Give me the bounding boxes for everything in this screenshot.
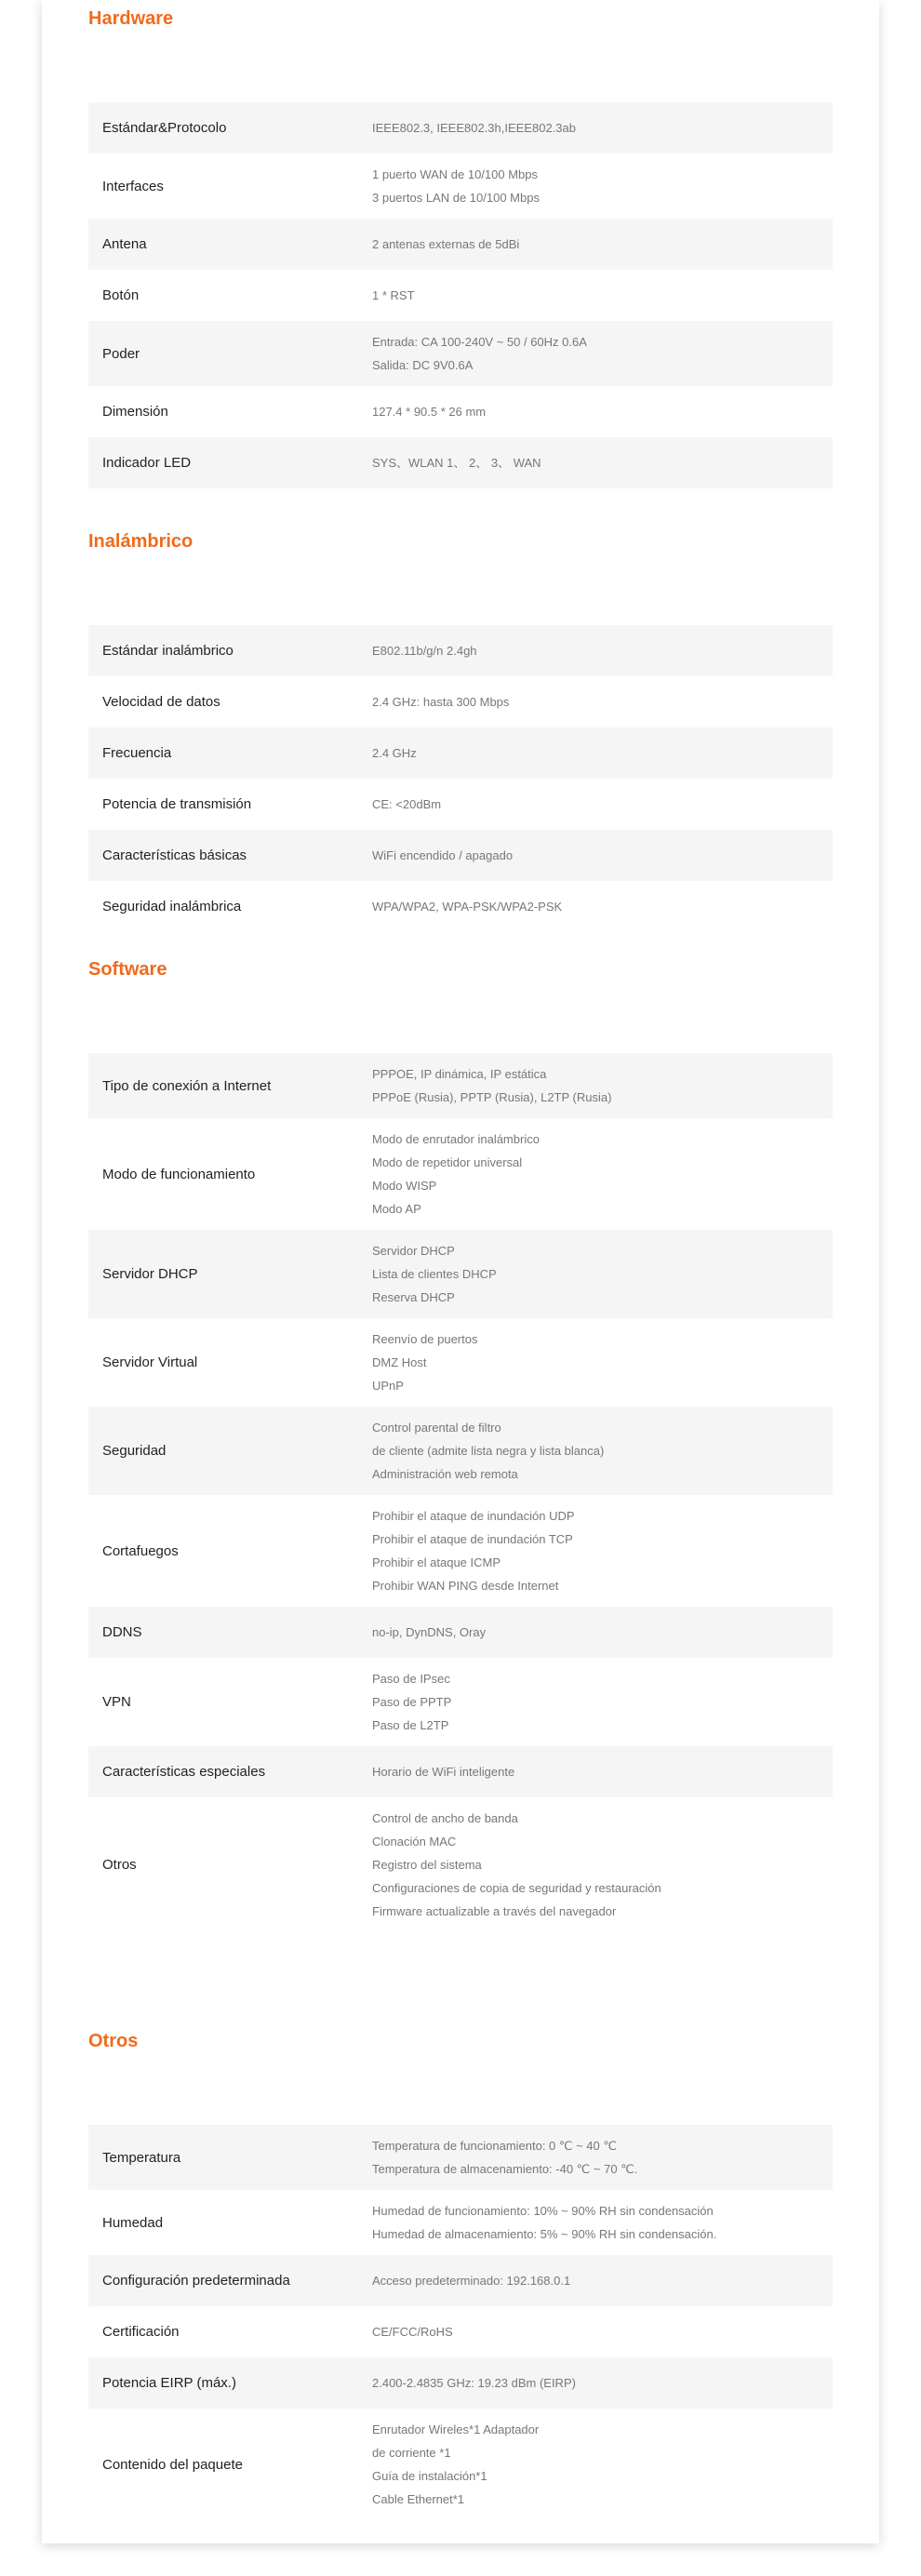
spec-label: Antena bbox=[102, 236, 147, 252]
spec-row bbox=[88, 1230, 833, 1318]
spec-label: Indicador LED bbox=[102, 455, 192, 471]
spec-value bbox=[372, 1760, 833, 1783]
spec-value-line: Salida: DC 9V0.6A bbox=[372, 358, 474, 372]
spec-label: Potencia de transmisión bbox=[102, 796, 252, 812]
spec-value-line: E802.11b/g/n 2.4gh bbox=[372, 644, 477, 658]
spec-value-line: WPA/WPA2, WPA-PSK/WPA2-PSK bbox=[372, 900, 563, 914]
section-title-software: Software bbox=[88, 959, 167, 980]
spec-value bbox=[372, 233, 833, 256]
spec-value bbox=[372, 639, 833, 662]
spec-value bbox=[372, 2418, 833, 2511]
spec-value-line: WiFi encendido / apagado bbox=[372, 848, 514, 862]
spec-value-line: Prohibir el ataque ICMP bbox=[372, 1555, 501, 1569]
spec-label: Servidor DHCP bbox=[102, 1266, 198, 1282]
spec-label: DDNS bbox=[102, 1624, 142, 1640]
spec-value-line: Paso de PPTP bbox=[372, 1695, 452, 1709]
spec-value-line: PPPoE (Rusia), PPTP (Rusia), L2TP (Rusia) bbox=[372, 1090, 612, 1104]
spec-row bbox=[88, 2190, 833, 2255]
spec-value-line: Reserva DHCP bbox=[372, 1290, 455, 1304]
spec-value-line: Registro del sistema bbox=[372, 1858, 482, 1872]
spec-label: Estándar inalámbrico bbox=[102, 643, 234, 659]
spec-table bbox=[88, 2125, 833, 2520]
section-title-others: Otros bbox=[88, 2031, 139, 2051]
spec-label: VPN bbox=[102, 1694, 131, 1710]
spec-label: Interfaces bbox=[102, 178, 164, 194]
section-title-hardware: Hardware bbox=[88, 8, 174, 29]
spec-value bbox=[372, 690, 833, 714]
spec-value-line: DMZ Host bbox=[372, 1355, 427, 1369]
spec-value-line: PPPOE, IP dinámica, IP estática bbox=[372, 1067, 547, 1081]
spec-label: Modo de funcionamiento bbox=[102, 1166, 256, 1182]
spec-value-line: de corriente *1 bbox=[372, 2446, 451, 2460]
spec-row bbox=[88, 727, 833, 779]
spec-label: Características especiales bbox=[102, 1764, 266, 1780]
spec-value-line: Servidor DHCP bbox=[372, 1244, 455, 1258]
spec-row bbox=[88, 1053, 833, 1118]
spec-value-line: Horario de WiFi inteligente bbox=[372, 1765, 515, 1779]
spec-value bbox=[372, 741, 833, 765]
spec-value-line: Reenvío de puertos bbox=[372, 1332, 478, 1346]
spec-value-line: Clonación MAC bbox=[372, 1835, 457, 1849]
spec-value-line: Modo AP bbox=[372, 1202, 421, 1216]
spec-row bbox=[88, 1495, 833, 1607]
spec-value-line: no-ip, DynDNS, Oray bbox=[372, 1625, 487, 1639]
spec-value-line: CE: <20dBm bbox=[372, 797, 442, 811]
spec-value bbox=[372, 400, 833, 423]
spec-label: Botón bbox=[102, 287, 140, 303]
spec-value-line: Control de ancho de banda bbox=[372, 1811, 518, 1825]
spec-value-line: Humedad de funcionamiento: 10% ~ 90% RH sin condensación bbox=[372, 2204, 714, 2218]
spec-row bbox=[88, 1797, 833, 1932]
spec-label: Certificación bbox=[102, 2324, 180, 2340]
spec-value bbox=[372, 2269, 833, 2292]
spec-value bbox=[372, 2371, 833, 2395]
spec-row bbox=[88, 1118, 833, 1230]
spec-value-line: Guía de instalación*1 bbox=[372, 2469, 487, 2483]
spec-value bbox=[372, 284, 833, 307]
spec-value-line: Enrutador Wireles*1 Adaptador bbox=[372, 2423, 540, 2436]
spec-label: Tipo de conexión a Internet bbox=[102, 1077, 272, 1094]
spec-value bbox=[372, 116, 833, 140]
spec-label: Configuración predeterminada bbox=[102, 2273, 290, 2289]
spec-table bbox=[88, 625, 833, 932]
spec-value-line: 1 * RST bbox=[372, 288, 415, 302]
section-title-wireless: Inalámbrico bbox=[88, 531, 194, 552]
spec-row bbox=[88, 386, 833, 437]
spec-value-line: Temperatura de almacenamiento: -40 ℃ ~ 70 ℃. bbox=[372, 2162, 638, 2176]
spec-card bbox=[42, 0, 879, 2543]
spec-value bbox=[372, 844, 833, 867]
spec-value bbox=[372, 2199, 833, 2246]
spec-label: Velocidad de datos bbox=[102, 694, 220, 710]
spec-value-line: Prohibir el ataque de inundación UDP bbox=[372, 1509, 575, 1523]
spec-row bbox=[88, 2409, 833, 2520]
spec-table bbox=[88, 1053, 833, 1932]
spec-label: Contenido del paquete bbox=[102, 2456, 243, 2473]
spec-row bbox=[88, 270, 833, 321]
spec-value-line: SYS、WLAN 1、 2、 3、 WAN bbox=[372, 456, 541, 470]
spec-value-line: Control parental de filtro bbox=[372, 1421, 501, 1435]
spec-row bbox=[88, 830, 833, 881]
spec-table bbox=[88, 102, 833, 488]
spec-label: Potencia EIRP (máx.) bbox=[102, 2375, 236, 2391]
spec-value bbox=[372, 1621, 833, 1644]
spec-value-line: Modo de repetidor universal bbox=[372, 1155, 523, 1169]
spec-row bbox=[88, 1607, 833, 1658]
spec-value-line: Lista de clientes DHCP bbox=[372, 1267, 497, 1281]
spec-value-line: Modo WISP bbox=[372, 1179, 437, 1193]
spec-value-line: Humedad de almacenamiento: 5% ~ 90% RH sin condensación. bbox=[372, 2227, 717, 2241]
spec-row bbox=[88, 625, 833, 676]
spec-label: Seguridad inalámbrica bbox=[102, 899, 242, 914]
spec-value bbox=[372, 1328, 833, 1397]
spec-value-line: 2.400-2.4835 GHz: 19.23 dBm (EIRP) bbox=[372, 2376, 576, 2390]
spec-row bbox=[88, 437, 833, 488]
spec-value-line: 2 antenas externas de 5dBi bbox=[372, 237, 520, 251]
spec-value bbox=[372, 330, 833, 377]
section-others bbox=[88, 2022, 833, 2520]
spec-row bbox=[88, 102, 833, 153]
spec-value bbox=[372, 451, 833, 474]
spec-row bbox=[88, 2125, 833, 2190]
spec-row bbox=[88, 321, 833, 386]
spec-label: Poder bbox=[102, 345, 140, 362]
spec-row bbox=[88, 881, 833, 932]
spec-value-line: 1 puerto WAN de 10/100 Mbps bbox=[372, 167, 539, 181]
spec-value-line: Firmware actualizable a través del navegador bbox=[372, 1904, 617, 1918]
spec-label: Humedad bbox=[102, 2214, 164, 2231]
spec-row bbox=[88, 1658, 833, 1746]
spec-row bbox=[88, 1407, 833, 1495]
spec-row bbox=[88, 2255, 833, 2306]
spec-row bbox=[88, 2306, 833, 2357]
spec-value bbox=[372, 1807, 833, 1923]
spec-row bbox=[88, 219, 833, 270]
spec-label: Frecuencia bbox=[102, 745, 172, 761]
spec-value-line: Prohibir el ataque de inundación TCP bbox=[372, 1532, 573, 1546]
spec-value-line: Paso de IPsec bbox=[372, 1672, 450, 1686]
spec-value bbox=[372, 1062, 833, 1109]
spec-label: Cortafuegos bbox=[102, 1542, 179, 1559]
spec-value-line: 127.4 * 90.5 * 26 mm bbox=[372, 405, 487, 419]
spec-value-line: Prohibir WAN PING desde Internet bbox=[372, 1579, 559, 1593]
spec-value bbox=[372, 1128, 833, 1221]
spec-value-line: UPnP bbox=[372, 1379, 404, 1393]
spec-label: Otros bbox=[102, 1857, 137, 1873]
spec-value bbox=[372, 1239, 833, 1309]
spec-value-line: de cliente (admite lista negra y lista blanca) bbox=[372, 1444, 605, 1458]
spec-value-line: 2.4 GHz: hasta 300 Mbps bbox=[372, 695, 510, 709]
spec-row bbox=[88, 2357, 833, 2409]
section-software bbox=[88, 951, 833, 1932]
spec-value bbox=[372, 1667, 833, 1737]
spec-value-line: Configuraciones de copia de seguridad y restauración bbox=[372, 1881, 661, 1895]
spec-row bbox=[88, 779, 833, 830]
spec-value-line: 3 puertos LAN de 10/100 Mbps bbox=[372, 191, 540, 205]
spec-value-line: Acceso predeterminado: 192.168.0.1 bbox=[372, 2274, 571, 2288]
spec-value-line: Administración web remota bbox=[372, 1467, 518, 1481]
spec-value-line: Modo de enrutador inalámbrico bbox=[372, 1132, 540, 1146]
spec-row bbox=[88, 1746, 833, 1797]
spec-value bbox=[372, 793, 833, 816]
spec-value-line: Temperatura de funcionamiento: 0 ℃ ~ 40 ℃ bbox=[372, 2139, 617, 2153]
spec-value-line: IEEE802.3, IEEE802.3h,IEEE802.3ab bbox=[372, 121, 576, 135]
spec-row bbox=[88, 1318, 833, 1407]
spec-label: Temperatura bbox=[102, 2149, 181, 2166]
spec-row bbox=[88, 676, 833, 727]
spec-row bbox=[88, 153, 833, 219]
spec-value bbox=[372, 2320, 833, 2343]
section-wireless bbox=[88, 523, 833, 932]
spec-value-line: Cable Ethernet*1 bbox=[372, 2492, 465, 2506]
spec-value bbox=[372, 895, 833, 918]
spec-label: Estándar&Protocolo bbox=[102, 120, 227, 136]
spec-value bbox=[372, 1416, 833, 1486]
spec-value bbox=[372, 2134, 833, 2181]
spec-value-line: CE/FCC/RoHS bbox=[372, 2325, 453, 2339]
section-hardware bbox=[88, 0, 833, 488]
spec-label: Dimensión bbox=[102, 404, 168, 420]
spec-value bbox=[372, 1504, 833, 1597]
spec-label: Características básicas bbox=[102, 848, 247, 863]
spec-value-line: 2.4 GHz bbox=[372, 746, 417, 760]
spec-label: Servidor Virtual bbox=[102, 1355, 198, 1370]
spec-value bbox=[372, 163, 833, 209]
spec-label: Seguridad bbox=[102, 1443, 167, 1459]
spec-value-line: Paso de L2TP bbox=[372, 1718, 449, 1732]
spec-value-line: Entrada: CA 100-240V ~ 50 / 60Hz 0.6A bbox=[372, 335, 587, 349]
